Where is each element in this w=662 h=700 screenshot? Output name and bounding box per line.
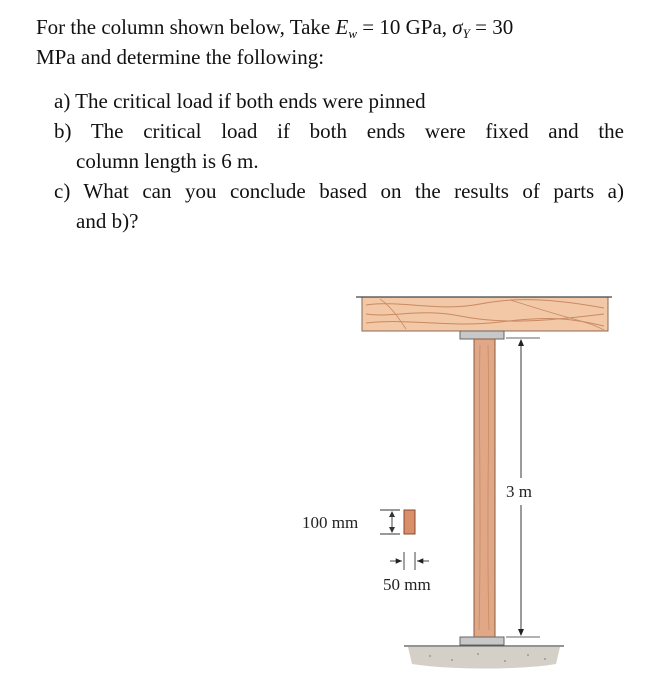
wood-column <box>474 339 495 637</box>
ground <box>404 646 564 669</box>
ew-value: = 10 GPa, <box>357 15 453 39</box>
width-dimension <box>390 552 429 570</box>
part-a: a) The critical load if both ends were pinned <box>54 89 426 113</box>
depth-label: 100 mm <box>302 513 359 532</box>
bottom-plate <box>460 637 504 645</box>
sigma-symbol: σ <box>452 15 463 39</box>
top-beam <box>356 297 612 331</box>
length-label: 3 m <box>506 482 532 501</box>
ew-symbol: E <box>335 15 349 39</box>
depth-dimension <box>380 510 400 534</box>
width-label: 50 mm <box>383 575 431 594</box>
part-b-line-1: b) The critical load if both ends were fixed and the <box>54 119 624 143</box>
top-plate <box>460 331 504 339</box>
part-c-line-2: and b)? <box>76 209 139 233</box>
intro-prefix: For the column shown below, Take <box>36 15 336 39</box>
sigma-subscript: Y <box>462 26 470 41</box>
part-b-line-2: column length is 6 m. <box>76 149 259 173</box>
cross-section <box>404 510 415 534</box>
ew-subscript: w <box>348 26 357 41</box>
sigma-value: = 30 <box>469 15 514 39</box>
intro-line-2: MPa and determine the following: <box>36 45 325 69</box>
part-c-line-1: c) What can you conclude based on the results of parts a) <box>54 179 624 203</box>
